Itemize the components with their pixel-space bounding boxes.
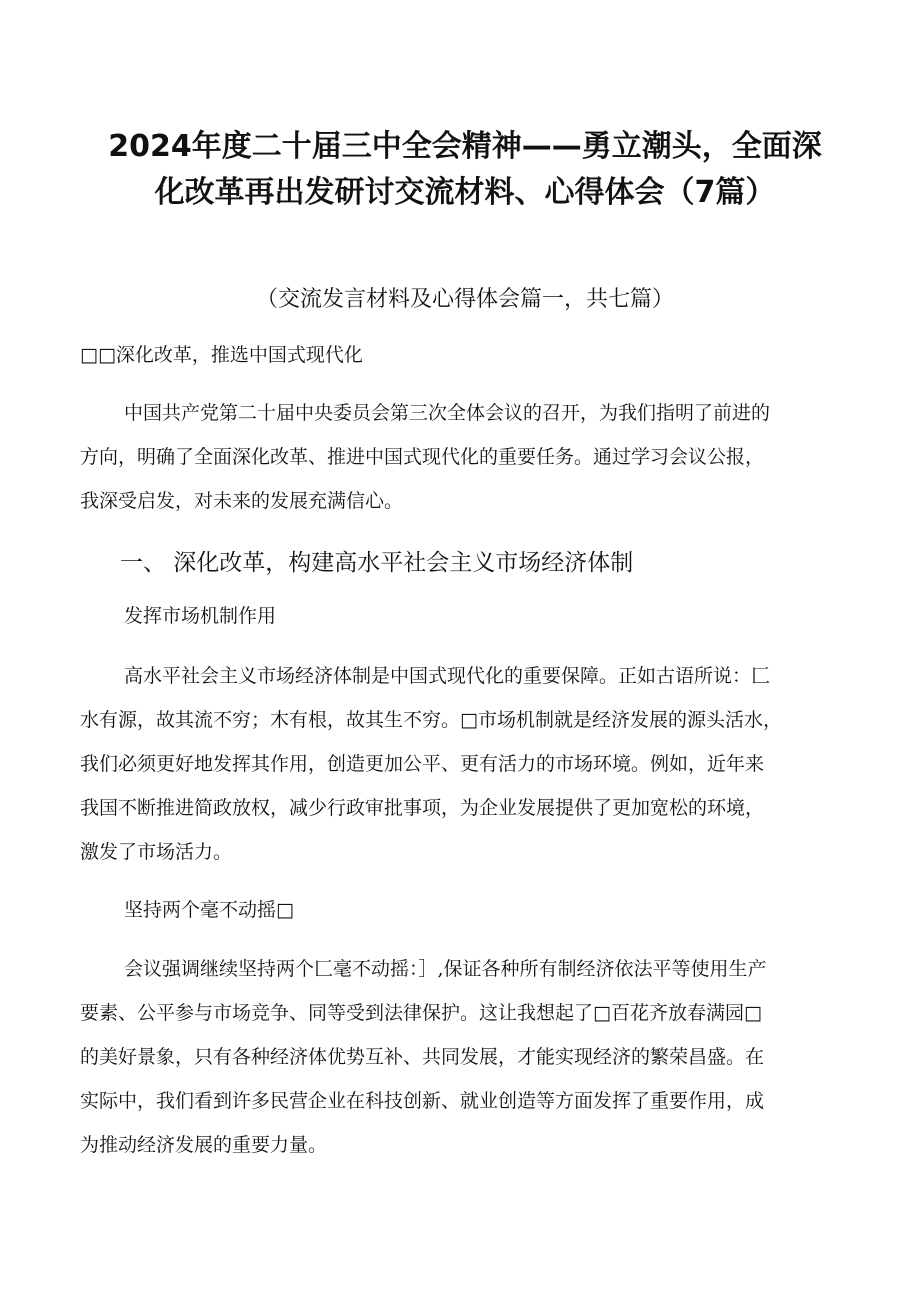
paragraph-1-line: 水有源，故其流不穷；木有根，故其生不穷。□市场机制就是经济发展的源头活水， [80, 709, 782, 731]
paragraph-2-line: 会议强调继续坚持两个匚毫不动摇：］,保证各种所有制经济依法平等使用生产 [124, 958, 767, 980]
paragraph-1-line: 我们必须更好地发挥其作用，创造更加公平、更有活力的市场环境。例如，近年来 [80, 753, 765, 775]
paragraph-1-line: 我国不断推进简政放权，减少行政审批事项，为企业发展提供了更加宽松的环境， [80, 797, 765, 819]
section-heading-1: 一、 深化改革，构建高水平社会主义市场经济体制 [120, 550, 634, 576]
intro-paragraph-line: 中国共产党第二十届中央委员会第三次全体会议的召开，为我们指明了前进的 [124, 402, 771, 424]
paragraph-2-line: 的美好景象，只有各种经济体优势互补、共同发展，才能实现经济的繁荣昌盛。在 [80, 1046, 765, 1068]
paragraph-2-line: 为推动经济发展的重要力量。 [80, 1134, 328, 1156]
paragraph-1-line: 激发了市场活力。 [80, 841, 233, 863]
section-intro: □□深化改革，推选中国式现代化 [80, 344, 363, 366]
intro-paragraph-line: 方向，明确了全面深化改革、推进中国式现代化的重要任务。通过学习会议公报， [80, 446, 765, 468]
paragraph-1-line: 高水平社会主义市场经济体制是中国式现代化的重要保障。正如古语所说：匚 [124, 665, 771, 687]
document-title-line-2: 化改革再出发研讨交流材料、心得体会（7篇） [154, 175, 776, 210]
intro-paragraph-line: 我深受启发，对未来的发展充满信心。 [80, 490, 404, 512]
subheading-1: 发挥市场机制作用 [124, 605, 277, 627]
document-title-line-1: 2024年度二十届三中全会精神——勇立潮头，全面深 [108, 129, 822, 164]
subheading-2: 坚持两个毫不动摇□ [124, 899, 294, 921]
document-subtitle: （交流发言材料及心得体会篇一，共七篇） [255, 287, 674, 312]
paragraph-2-line: 实际中，我们看到许多民营企业在科技创新、就业创造等方面发挥了重要作用，成 [80, 1090, 765, 1112]
paragraph-2-line: 要素、公平参与市场竞争、同等受到法律保护。这让我想起了□百花齐放春满园□ [80, 1002, 762, 1024]
